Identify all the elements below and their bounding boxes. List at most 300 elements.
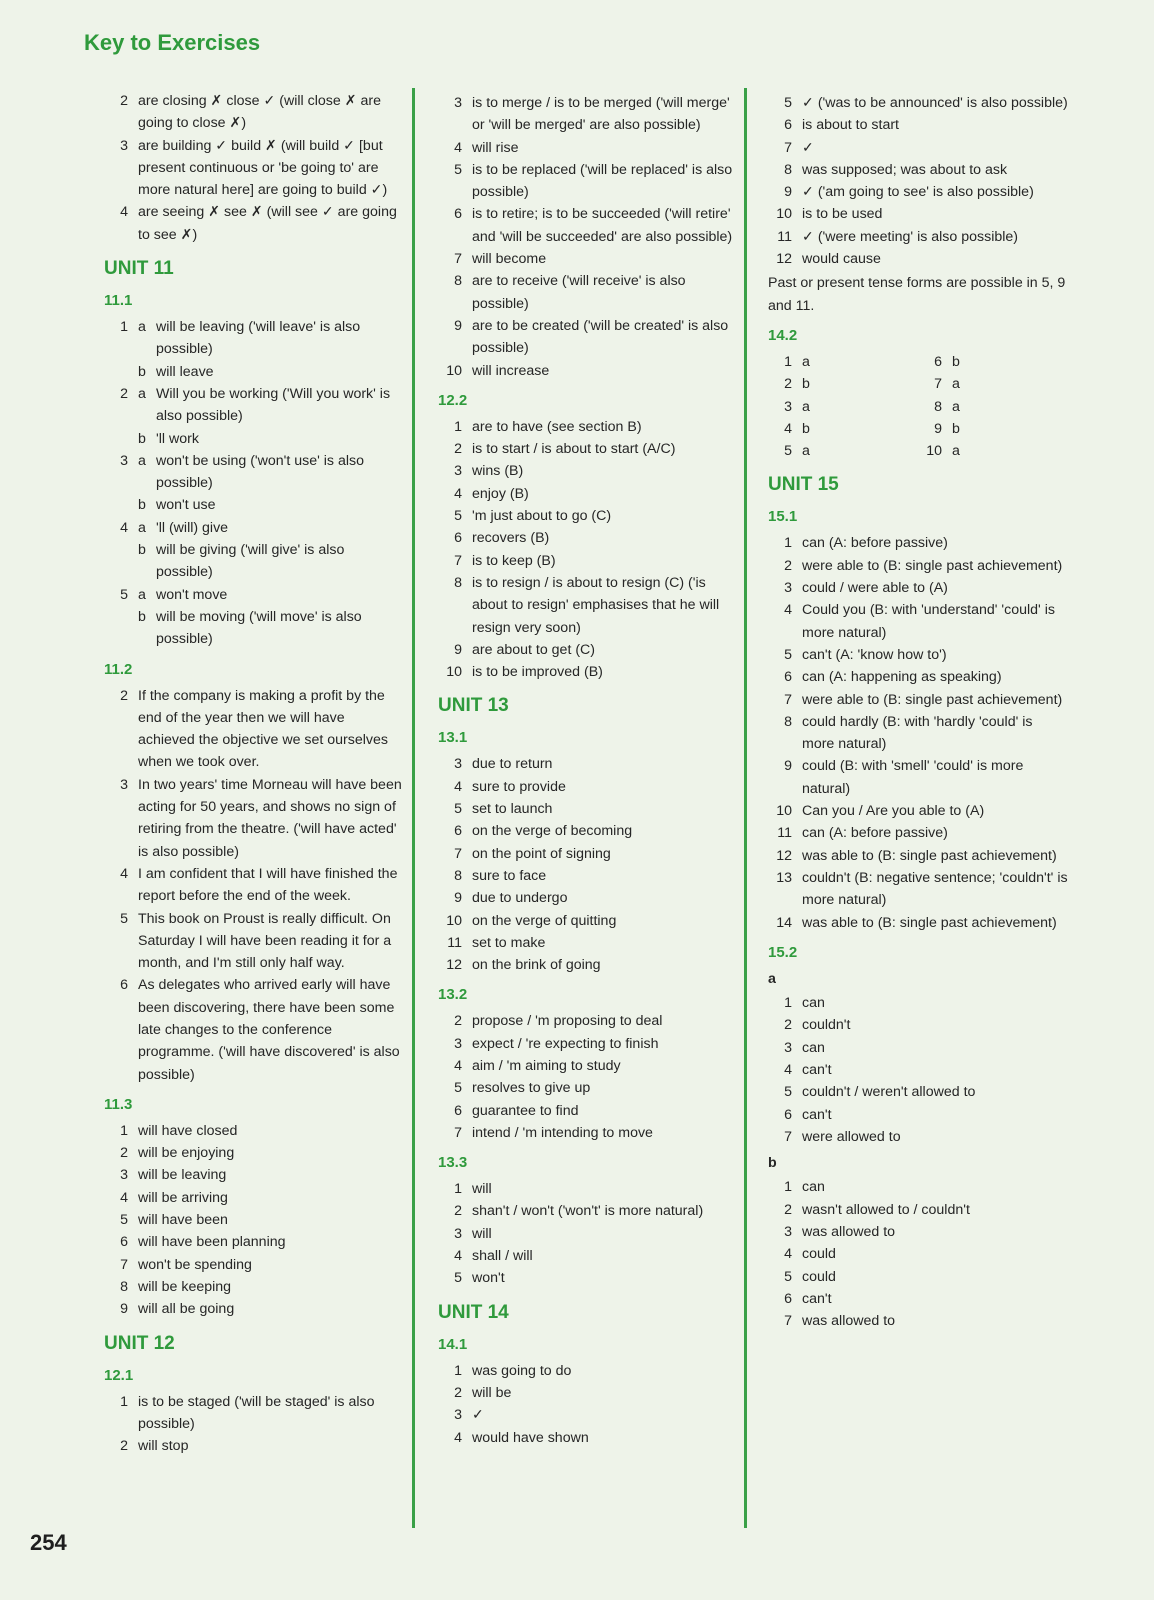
item-number: 6 <box>454 206 462 223</box>
item-number: 7 <box>784 1128 792 1145</box>
item-text: Will you be working ('Will you work' is also possible) <box>156 385 391 425</box>
item-text: If the company is making a profit by the end of the year then we will have achieved the objective we set ourselves when we took over. <box>138 687 388 771</box>
item-text: will <box>472 1181 492 1198</box>
item-number: 7 <box>454 1124 462 1141</box>
item-text: could <box>802 1246 836 1263</box>
page-title: Key to Exercises <box>84 30 261 55</box>
item-number: 2 <box>784 1201 792 1218</box>
item-number: 10 <box>446 664 462 681</box>
item-number: 2 <box>454 1384 462 1401</box>
answer-item <box>438 776 736 798</box>
item-number: 10 <box>446 912 462 929</box>
item-number: 6 <box>784 669 792 686</box>
answer-item <box>104 316 404 361</box>
item-number: 9 <box>784 184 792 201</box>
column-3-bottom <box>768 472 1068 1332</box>
item-number: 9 <box>454 641 462 658</box>
item-text: will be leaving ('will leave' is also possible) <box>156 319 361 358</box>
item-text: are building ✓ build ✗ (will build ✓ [but present continuous or 'be going to' are more natural here] are going to build ✓) <box>138 137 388 199</box>
item-number: 4 <box>454 1248 462 1265</box>
item-body <box>138 361 404 383</box>
item-body <box>138 539 404 584</box>
item-text: 'll (will) give <box>156 519 229 536</box>
answer-item <box>104 201 404 246</box>
answer-item <box>438 159 736 204</box>
item-text: wins (B) <box>472 463 524 480</box>
answer-item <box>104 1231 404 1253</box>
item-number: 9 <box>934 420 942 437</box>
item-text: b <box>952 420 960 437</box>
item-text: will become <box>472 251 547 268</box>
answer-column-3 <box>768 92 1068 1333</box>
item-text: propose / 'm proposing to deal <box>472 1013 663 1030</box>
item-body <box>138 428 404 450</box>
item-text: due to return <box>472 756 553 773</box>
item-text: Could you (B: with 'understand' 'could' is more natural) <box>802 602 1055 641</box>
item-number: 2 <box>454 441 462 458</box>
item-text: 'm just about to go (C) <box>472 508 612 525</box>
item-letter: b <box>138 542 146 559</box>
item-number: 9 <box>784 758 792 775</box>
item-text: a <box>802 353 810 370</box>
item-number: 4 <box>784 420 792 437</box>
answer-item <box>104 1435 404 1457</box>
item-text: could hardly (B: with 'hardly 'could' is more natural) <box>802 713 1033 753</box>
item-number: 7 <box>934 376 942 393</box>
column-divider <box>744 88 747 1528</box>
item-text: a <box>802 398 810 415</box>
answer-item <box>438 639 736 661</box>
answer-item <box>438 527 736 549</box>
item-number: 6 <box>454 823 462 840</box>
answer-item <box>104 135 404 202</box>
item-number: 3 <box>454 463 462 480</box>
answer-item <box>438 1010 736 1032</box>
item-text: will be keeping <box>138 1278 232 1295</box>
answer-item <box>104 90 404 135</box>
item-body <box>138 606 404 651</box>
answer-item <box>104 584 404 606</box>
answer-item <box>768 867 1068 912</box>
answer-item <box>768 1266 1068 1288</box>
answer-item <box>438 1122 736 1144</box>
item-text: is about to start <box>802 117 899 134</box>
item-text: can (A: before passive) <box>802 825 948 842</box>
item-number: 3 <box>120 452 128 469</box>
item-number: 8 <box>784 713 792 730</box>
answer-item <box>438 438 736 460</box>
item-text: ✓ ('was to be announced' is also possible) <box>802 95 1068 111</box>
item-text: won't be spending <box>138 1256 252 1273</box>
column-divider <box>412 88 415 1528</box>
page-number: 254 <box>30 1530 67 1555</box>
answer-item <box>768 1059 1068 1081</box>
item-text: intend / 'm intending to move <box>472 1124 653 1141</box>
answer-item <box>768 1199 1068 1221</box>
item-text: b <box>802 420 810 437</box>
item-number: 11 <box>447 934 462 951</box>
answer-item <box>438 1223 736 1245</box>
answer-item <box>918 418 1068 440</box>
answer-item <box>104 908 404 975</box>
item-text: aim / 'm aiming to study <box>472 1057 621 1074</box>
answer-item <box>768 1176 1068 1198</box>
item-text: can (A: before passive) <box>802 535 948 552</box>
subsection-label: a <box>768 970 776 987</box>
item-text: shall / will <box>472 1248 533 1265</box>
item-text: ✓ ('am going to see' is also possible) <box>802 184 1034 201</box>
item-text: will all be going <box>138 1301 235 1318</box>
item-text: would cause <box>802 251 881 268</box>
item-number: 5 <box>454 1270 462 1287</box>
item-letter: a <box>138 319 146 336</box>
item-number: 2 <box>454 1203 462 1220</box>
item-text: will be moving ('will move' is also possible) <box>156 608 362 648</box>
section-heading: 14.1 <box>438 1335 468 1353</box>
answer-item <box>768 755 1068 800</box>
item-number: 12 <box>776 847 792 864</box>
item-text: a <box>802 443 810 460</box>
answer-item <box>438 1267 736 1289</box>
item-text: will be leaving <box>138 1167 227 1184</box>
answer-item <box>438 550 736 572</box>
item-number <box>104 428 138 450</box>
item-text: can <box>802 995 825 1012</box>
section-heading: 12.2 <box>438 391 468 409</box>
item-letter: b <box>138 608 146 625</box>
item-number: 11 <box>777 825 792 842</box>
item-text: will leave <box>156 363 214 380</box>
item-text: will have closed <box>138 1122 238 1139</box>
item-number <box>104 494 138 516</box>
item-text: won't move <box>156 586 228 603</box>
item-text: will be <box>472 1384 512 1401</box>
item-number: 2 <box>120 93 128 109</box>
item-text: will be giving ('will give' is also possible) <box>156 542 345 581</box>
item-text: b <box>802 376 810 393</box>
item-text: won't <box>472 1270 505 1287</box>
item-number: 3 <box>120 1167 128 1184</box>
item-letter: b <box>138 430 146 447</box>
item-number: 13 <box>776 869 792 886</box>
answer-item <box>438 572 736 639</box>
item-number: 4 <box>454 1429 462 1446</box>
grid-right <box>918 351 1068 462</box>
item-number: 6 <box>784 117 792 134</box>
answer-item <box>438 315 736 360</box>
answer-item <box>768 1221 1068 1243</box>
item-number: 4 <box>454 778 462 795</box>
item-text: is to be staged ('will be staged' is also possible) <box>138 1393 375 1432</box>
item-number: 3 <box>120 137 128 154</box>
answer-item <box>104 1164 404 1186</box>
item-text: recovers (B) <box>472 530 550 547</box>
item-body <box>138 316 404 361</box>
answer-item <box>768 351 918 373</box>
unit-heading: UNIT 13 <box>438 695 509 717</box>
item-number: 6 <box>120 1234 128 1251</box>
item-number: 3 <box>454 95 462 111</box>
section-heading: 11.2 <box>104 660 133 678</box>
item-text: on the point of signing <box>472 845 611 862</box>
item-number: 2 <box>120 1438 128 1455</box>
answer-item <box>768 248 1068 270</box>
item-number: 7 <box>120 1256 128 1273</box>
answer-item <box>438 1427 736 1449</box>
item-text: will have been planning <box>138 1234 286 1251</box>
item-number: 1 <box>454 418 462 435</box>
answer-item <box>918 373 1068 395</box>
item-text: couldn't / weren't allowed to <box>802 1084 976 1101</box>
answer-column-2 <box>438 92 736 1449</box>
answer-item <box>438 1077 736 1099</box>
answer-item <box>438 1245 736 1267</box>
item-body <box>138 517 404 539</box>
answer-item <box>104 774 404 863</box>
item-number: 10 <box>776 206 792 223</box>
item-number: 1 <box>120 1122 128 1139</box>
item-text: shan't / won't ('won't' is more natural) <box>472 1203 704 1220</box>
answer-item <box>768 1037 1068 1059</box>
item-number: 1 <box>454 1181 462 1198</box>
answer-item <box>438 1100 736 1122</box>
item-text: were able to (B: single past achievement) <box>802 557 1063 574</box>
answer-item <box>768 1126 1068 1148</box>
answer-item <box>438 865 736 887</box>
item-text: couldn't <box>802 1017 851 1034</box>
answer-item <box>438 1200 736 1222</box>
item-text: are to be created ('will be created' is also possible) <box>472 317 729 357</box>
answer-item <box>768 1014 1068 1036</box>
item-number: 1 <box>454 1362 462 1379</box>
item-text: will <box>472 1225 492 1242</box>
answer-item <box>438 416 736 438</box>
item-number: 5 <box>784 1084 792 1101</box>
item-number: 10 <box>776 803 792 820</box>
item-text: ✓ <box>472 1407 484 1424</box>
item-letter: a <box>138 519 146 536</box>
item-number: 1 <box>784 995 792 1012</box>
item-number: 7 <box>784 691 792 708</box>
item-number: 4 <box>784 602 792 619</box>
item-number: 5 <box>120 910 128 927</box>
item-text: were able to (B: single past achievement) <box>802 691 1063 708</box>
item-number: 4 <box>120 1189 128 1206</box>
item-text: are to receive ('will receive' is also possible) <box>472 273 686 312</box>
item-number: 4 <box>454 485 462 502</box>
item-text: will rise <box>472 139 519 156</box>
item-number: 7 <box>784 1313 792 1330</box>
item-text: In two years' time Morneau will have been acting for 50 years, and shows no sign of retiring from the theatre. ('will have acted' is also possible) <box>138 776 402 860</box>
item-number: 2 <box>784 376 792 393</box>
answer-item <box>104 450 404 495</box>
section-heading: 13.2 <box>438 986 468 1004</box>
item-text: a <box>952 376 960 393</box>
subsection-label: b <box>768 1155 777 1172</box>
answer-item <box>104 1209 404 1231</box>
item-number: 5 <box>454 161 462 178</box>
item-number: 2 <box>784 1017 792 1034</box>
item-text: couldn't (B: negative sentence; 'couldn't' is more natural) <box>802 869 1068 909</box>
item-number: 3 <box>454 1407 462 1424</box>
item-number: 10 <box>446 362 462 379</box>
item-number: 2 <box>120 385 128 402</box>
answer-item <box>768 689 1068 711</box>
item-text: was going to do <box>472 1362 572 1379</box>
answer-item <box>104 1142 404 1164</box>
item-number: 1 <box>120 1393 128 1410</box>
answer-item <box>438 820 736 842</box>
section-heading: 11.3 <box>104 1095 133 1113</box>
unit-heading: UNIT 15 <box>768 474 839 496</box>
answer-item <box>768 577 1068 599</box>
item-text: would have shown <box>472 1429 589 1446</box>
item-text: was allowed to <box>802 1313 896 1330</box>
answer-item <box>768 181 1068 203</box>
item-number <box>104 361 138 383</box>
item-number: 12 <box>776 251 792 268</box>
answer-item <box>438 360 736 382</box>
item-text: can <box>802 1039 825 1056</box>
item-number: 4 <box>120 204 128 221</box>
answer-item <box>768 226 1068 248</box>
answer-item <box>768 912 1068 934</box>
item-number: 5 <box>454 1080 462 1097</box>
answer-item <box>768 845 1068 867</box>
item-number: 9 <box>454 317 462 334</box>
answer-item <box>768 396 918 418</box>
item-text: are to have (see section B) <box>472 418 642 435</box>
item-text: was allowed to <box>802 1224 896 1241</box>
answer-item <box>918 396 1068 418</box>
answer-item <box>438 483 736 505</box>
item-number: 6 <box>120 977 128 994</box>
answer-item <box>104 974 404 1085</box>
answer-item <box>104 1391 404 1436</box>
item-letter: a <box>138 452 146 469</box>
item-number: 2 <box>120 1145 128 1162</box>
item-number: 7 <box>454 251 462 268</box>
item-text: is to retire; is to be succeeded ('will retire' and 'will be succeeded' are also possible) <box>472 206 733 245</box>
answer-item <box>438 248 736 270</box>
item-number: 5 <box>454 801 462 818</box>
item-body <box>138 383 404 428</box>
item-text: was able to (B: single past achievement) <box>802 847 1057 864</box>
section-heading: 11.1 <box>104 292 133 310</box>
item-number: 5 <box>784 443 792 460</box>
section-heading: 12.1 <box>104 1366 134 1384</box>
item-text: can't <box>802 1290 832 1307</box>
item-text: will be enjoying <box>138 1145 235 1162</box>
item-text: won't be using ('won't use' is also possible) <box>156 452 364 492</box>
answer-item <box>438 843 736 865</box>
answer-item <box>104 361 404 383</box>
answer-grid-14-2 <box>768 351 1068 462</box>
item-text: I am confident that I will have finished the report before the end of the week. <box>138 865 398 905</box>
item-text: on the brink of going <box>472 957 601 974</box>
answer-item <box>438 910 736 932</box>
answer-item <box>438 460 736 482</box>
item-number: 6 <box>454 1102 462 1119</box>
item-letter: b <box>138 363 146 380</box>
answer-item <box>768 555 1068 577</box>
unit-heading: UNIT 14 <box>438 1301 509 1323</box>
unit-heading: UNIT 11 <box>104 258 174 280</box>
item-text: is to be replaced ('will be replaced' is also possible) <box>472 161 733 201</box>
item-number: 5 <box>784 646 792 663</box>
answer-item <box>438 932 736 954</box>
item-text: was able to (B: single past achievement) <box>802 914 1057 931</box>
item-number: 7 <box>454 552 462 569</box>
item-number: 4 <box>454 1057 462 1074</box>
item-text: could <box>802 1268 836 1285</box>
item-number: 1 <box>784 353 792 370</box>
item-number: 3 <box>784 398 792 415</box>
item-number: 4 <box>784 1246 792 1263</box>
item-number: 2 <box>784 557 792 574</box>
item-number <box>104 606 138 651</box>
item-text: ✓ ('were meeting' is also possible) <box>802 228 1019 245</box>
answer-item <box>768 532 1068 554</box>
item-number: 5 <box>454 508 462 525</box>
item-number: 14 <box>776 914 792 931</box>
item-text: will have been <box>138 1212 228 1229</box>
item-number: 6 <box>784 1290 792 1307</box>
answer-item <box>768 822 1068 844</box>
item-number: 7 <box>454 845 462 862</box>
item-body <box>138 494 404 516</box>
answer-item <box>438 505 736 527</box>
item-number: 7 <box>784 139 792 156</box>
item-number: 4 <box>120 519 128 536</box>
item-text: can <box>802 1179 825 1196</box>
unit-heading: UNIT 12 <box>104 1332 175 1354</box>
answer-item <box>104 863 404 908</box>
item-text: can't <box>802 1061 832 1078</box>
item-text: will be arriving <box>138 1189 228 1206</box>
answer-item <box>104 517 404 539</box>
item-number: 3 <box>784 1224 792 1241</box>
answer-item <box>104 685 404 774</box>
item-text: wasn't allowed to / couldn't <box>802 1201 970 1218</box>
answer-item <box>768 644 1068 666</box>
item-text: resolves to give up <box>472 1080 591 1097</box>
item-text: could / were able to (A) <box>802 580 948 597</box>
answer-item <box>104 428 404 450</box>
answer-item <box>438 1360 736 1382</box>
item-number: 3 <box>454 1035 462 1052</box>
answer-item <box>768 1310 1068 1332</box>
item-letter: b <box>138 497 146 514</box>
item-number: 8 <box>934 398 942 415</box>
item-text: b <box>952 353 960 370</box>
item-text: are closing ✗ close ✓ (will close ✗ are going to close ✗) <box>138 93 382 132</box>
item-number: 1 <box>784 1179 792 1196</box>
item-text: This book on Proust is really difficult. On Saturday I will have been reading it for a month, and I'm still only half way. <box>138 910 392 972</box>
answer-item <box>768 159 1068 181</box>
item-number: 1 <box>120 319 128 336</box>
item-text: can (A: happening as speaking) <box>802 669 1002 686</box>
item-number: 4 <box>784 1061 792 1078</box>
answer-item <box>768 373 918 395</box>
answer-item <box>768 800 1068 822</box>
answer-item <box>768 1104 1068 1126</box>
item-text: expect / 're expecting to finish <box>472 1035 659 1052</box>
answer-item <box>438 1033 736 1055</box>
answer-item <box>768 1288 1068 1310</box>
item-text: is to keep (B) <box>472 552 556 569</box>
answer-item <box>438 887 736 909</box>
